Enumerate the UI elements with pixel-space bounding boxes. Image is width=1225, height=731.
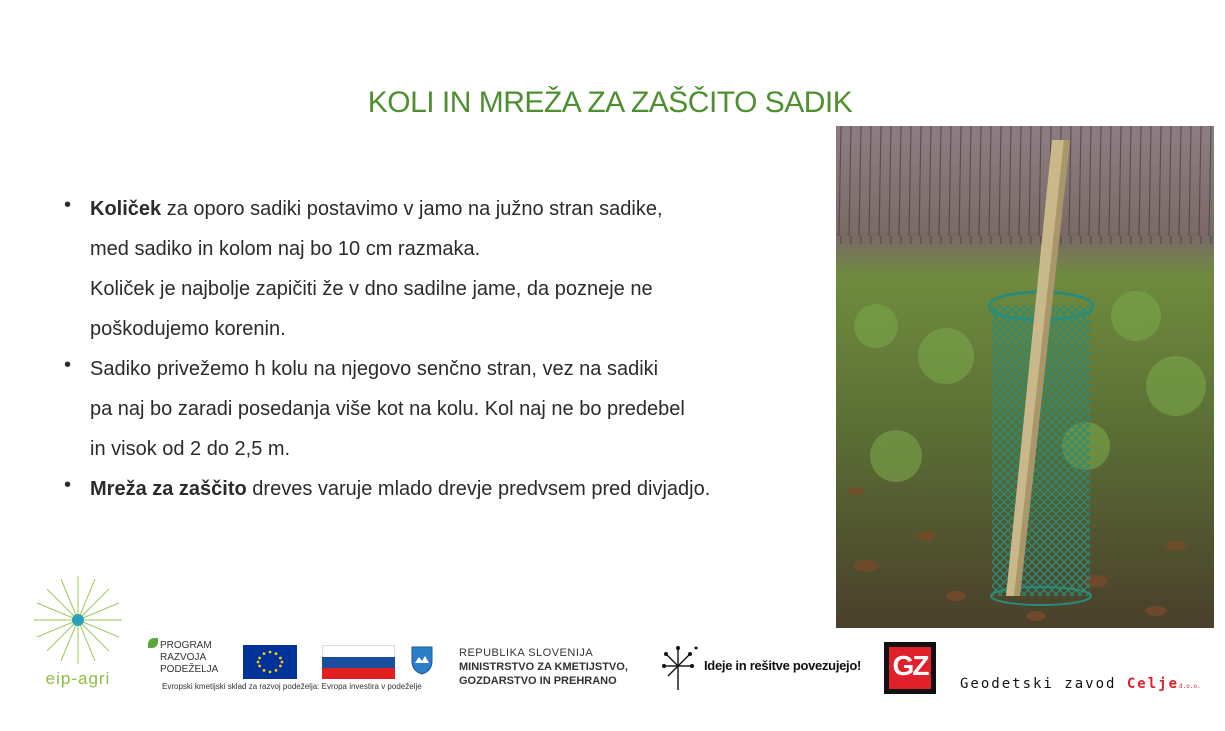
bullet-text: Sadiko privežemo h kolu na njegovo senčno stran, vez na sadiki xyxy=(90,358,659,380)
program-line: PODEŽELJA xyxy=(160,664,219,675)
eip-agri-burst-icon xyxy=(28,574,128,666)
eip-agri-text: eip-agri xyxy=(45,669,111,688)
bullet-dot: • xyxy=(64,474,72,496)
sapling-photo xyxy=(836,126,1214,628)
eu-flag-icon xyxy=(243,645,297,679)
bullet-dot: • xyxy=(64,354,72,376)
ministry-line: REPUBLIKA SLOVENIJA xyxy=(459,647,594,659)
slovenia-flag-icon xyxy=(322,645,395,679)
logo-bar xyxy=(0,570,1225,731)
fund-caption: Evropski kmetijski sklad za razvoj podeželja: Evropa investira v podeželje xyxy=(162,682,422,691)
slogan-text: Ideje in rešitve povezujejo! xyxy=(704,658,862,673)
eip-agri-logo xyxy=(28,574,128,704)
geodetic-text xyxy=(960,676,1201,692)
dandelion-icon xyxy=(660,644,700,692)
bullet-line: med sadiko in kolom naj bo 10 cm razmaka. xyxy=(90,238,481,260)
geodetic-main: Geodetski zavod xyxy=(960,676,1127,692)
bullet-line: poškodujemo korenin. xyxy=(90,318,286,340)
program-line: RAZVOJA xyxy=(160,652,207,663)
coat-of-arms-icon xyxy=(410,645,434,675)
bullet-dot: • xyxy=(64,194,72,216)
bullet-list xyxy=(64,194,824,514)
bullet-line: in visok od 2 do 2,5 m. xyxy=(90,438,291,460)
bullet-text: dreves varuje mlado drevje predvsem pred divjadjo. xyxy=(246,478,711,500)
bold-term: Mreža za zaščito xyxy=(90,478,247,500)
ministry-line: MINISTRSTVO ZA KMETIJSTVO, xyxy=(459,661,628,673)
geodetic-accent: Celje xyxy=(1126,676,1180,692)
gz-logo-icon xyxy=(884,642,936,694)
bullet-text: za oporo sadiki postavimo v jamo na južno stran sadike, xyxy=(161,198,663,220)
program-line: PROGRAM xyxy=(160,640,212,651)
gz-logo-text: GZ xyxy=(892,650,928,681)
ministry-line: GOZDARSTVO IN PREHRANO xyxy=(459,675,617,687)
bullet-item xyxy=(64,194,824,354)
bullet-line: pa naj bo zaradi posedanja više kot na kolu. Kol naj ne bo predebel xyxy=(90,398,685,420)
bullet-line: Količek je najbolje zapičiti že v dno sadilne jame, da pozneje ne xyxy=(90,278,653,300)
ministry-text xyxy=(459,646,628,688)
bullet-item xyxy=(64,354,824,474)
geodetic-suffix: d.o.o. xyxy=(1179,683,1201,690)
leaf-icon xyxy=(148,638,158,648)
page-title: KOLI IN MREŽA ZA ZAŠČITO SADIK xyxy=(367,86,853,119)
bullet-item xyxy=(64,474,824,514)
bold-term: Količek xyxy=(90,198,162,220)
